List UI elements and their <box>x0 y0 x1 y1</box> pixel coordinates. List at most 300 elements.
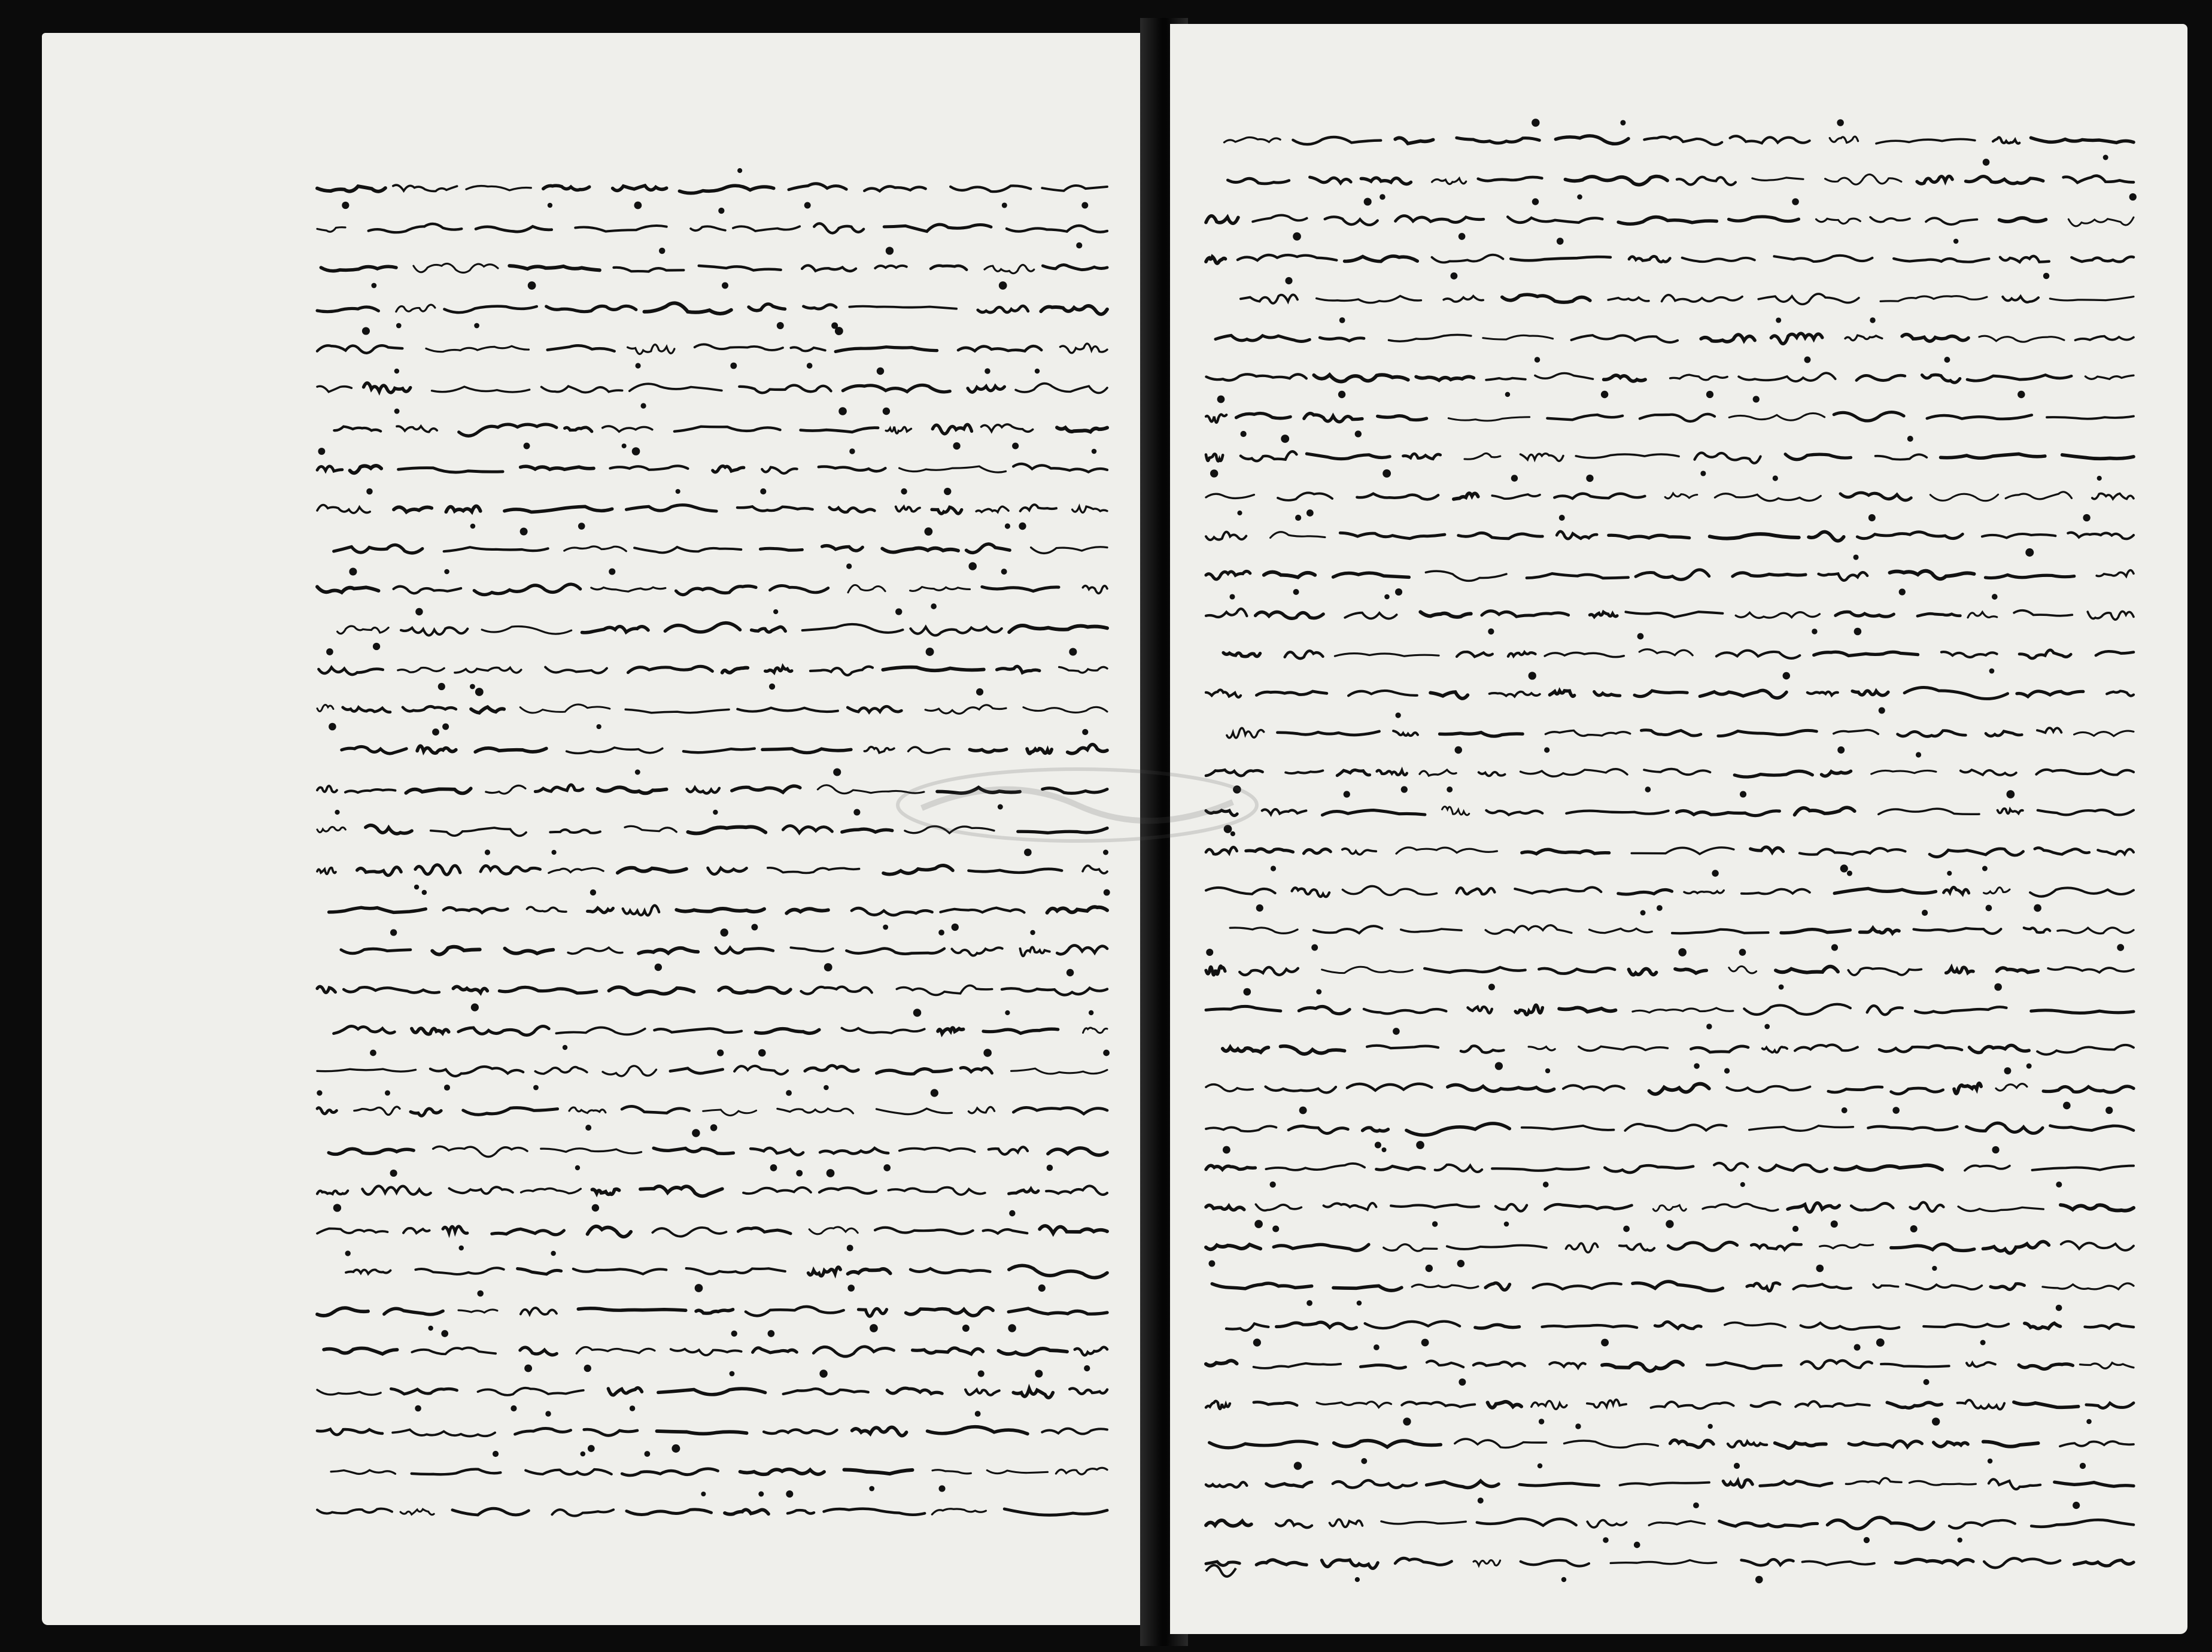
handwriting-word <box>809 1267 841 1276</box>
handwriting-word <box>1486 810 1542 815</box>
handwriting-word <box>770 585 828 592</box>
handwriting-word <box>1206 494 1254 498</box>
diacritic-dot <box>2056 1305 2062 1311</box>
diacritic-dot <box>1375 1141 1381 1148</box>
handwriting-word <box>1890 571 1974 579</box>
handwriting-word <box>575 226 666 232</box>
handwriting-word <box>1545 652 1624 657</box>
diacritic-dot <box>1103 849 1108 855</box>
handwriting-word <box>318 667 382 675</box>
right-page <box>1170 24 2187 1634</box>
handwriting-word <box>1894 259 1989 262</box>
diacritic-dot <box>1293 232 1301 241</box>
handwriting-word <box>1910 1202 1943 1211</box>
handwriting-word <box>1448 417 1529 421</box>
handwriting-word <box>876 1109 952 1114</box>
diacritic-dot <box>1529 672 1536 679</box>
diacritic-dot <box>768 1330 775 1337</box>
handwriting-word <box>670 1068 723 1073</box>
handwriting-word <box>734 1066 788 1074</box>
handwriting-word <box>820 1148 888 1153</box>
handwriting-word <box>1486 378 1526 380</box>
handwriting-word <box>737 506 813 511</box>
handwriting-word <box>841 1028 924 1032</box>
handwriting-word <box>970 749 1006 752</box>
diacritic-dot <box>777 322 784 329</box>
handwriting-word <box>573 1269 666 1274</box>
handwriting-word <box>2036 770 2134 775</box>
handwriting-word <box>2096 651 2134 655</box>
handwriting-word <box>334 427 381 432</box>
handwriting-word <box>1747 1283 1780 1291</box>
handwriting-word <box>1566 811 1668 814</box>
diacritic-dot <box>870 1324 878 1332</box>
handwriting-word <box>443 907 508 913</box>
handwriting-word <box>1868 1126 1957 1130</box>
diacritic-dot <box>924 527 932 536</box>
handwriting-word <box>2047 416 2134 418</box>
diacritic-dot <box>1306 1300 1312 1306</box>
handwriting-word <box>1457 138 1539 143</box>
handwriting-word <box>317 1429 382 1435</box>
handwriting-word <box>1206 1205 1244 1210</box>
handwriting-word <box>1206 690 1241 697</box>
diacritic-dot <box>838 407 847 415</box>
handwriting-word <box>762 749 851 753</box>
handwriting-word <box>1069 1388 1107 1393</box>
diacritic-dot <box>672 1444 680 1453</box>
handwriting-word <box>768 868 859 873</box>
diacritic-dot <box>796 1170 803 1177</box>
handwriting-word <box>471 707 504 713</box>
diacritic-dot <box>640 403 646 408</box>
diacritic-dot <box>1084 1365 1090 1371</box>
diacritic-dot <box>1339 317 1345 323</box>
diacritic-dot <box>333 1204 341 1211</box>
diacritic-dot <box>318 448 325 455</box>
handwriting-word <box>738 1228 791 1233</box>
handwriting-word <box>1734 771 1812 777</box>
handwriting-word <box>1009 625 1107 632</box>
handwriting-word <box>1871 770 1936 774</box>
diacritic-dot <box>1271 866 1276 871</box>
handwriting-word <box>814 223 864 233</box>
diacritic-dot <box>758 1492 764 1497</box>
diacritic-dot <box>590 889 596 895</box>
handwriting-word <box>1256 691 1326 696</box>
handwriting-word <box>1840 493 1911 500</box>
diacritic-dot <box>1994 983 2002 991</box>
handwriting-word <box>1881 1364 1949 1367</box>
diacritic-dot <box>1532 198 1539 205</box>
handwriting-word <box>1457 888 1495 894</box>
handwriting-word <box>2088 611 2134 620</box>
handwriting-word <box>1448 1085 1554 1091</box>
handwriting-word <box>849 306 956 309</box>
handwriting-word <box>750 1148 803 1155</box>
handwriting-word <box>1611 1560 1716 1564</box>
diacritic-dot <box>1393 1028 1400 1035</box>
handwriting-word <box>2060 1441 2134 1446</box>
handwriting-word <box>802 265 856 271</box>
handwriting-word <box>1337 770 1369 775</box>
handwriting-word <box>1684 891 1724 894</box>
handwriting-word <box>399 468 503 472</box>
handwriting-word <box>1479 772 1505 776</box>
handwriting-word <box>1867 1006 1903 1015</box>
diacritic-dot <box>1457 1260 1465 1268</box>
diacritic-dot <box>622 444 627 448</box>
diacritic-dot <box>835 327 843 335</box>
handwriting-word <box>317 345 402 353</box>
diacritic-dot <box>938 1485 945 1492</box>
handwriting-word <box>1856 375 1905 380</box>
handwriting-word <box>486 785 525 794</box>
handwriting-word <box>1004 1509 1107 1515</box>
handwriting-word <box>1836 612 1894 617</box>
diacritic-dot <box>1272 1225 1279 1232</box>
diacritic-dot <box>1538 1463 1542 1468</box>
diacritic-dot <box>1620 120 1625 125</box>
diacritic-dot <box>2097 476 2102 481</box>
handwriting-word <box>2037 1045 2134 1055</box>
handwriting-word <box>1348 691 1417 696</box>
handwriting-word <box>569 1107 606 1113</box>
handwriting-word <box>1256 612 1324 618</box>
handwriting-word <box>1760 1481 1832 1486</box>
handwriting-word <box>317 587 378 592</box>
diacritic-dot <box>1293 589 1299 595</box>
diacritic-dot <box>592 1204 599 1211</box>
handwriting-word <box>1676 810 1779 815</box>
handwriting-word <box>1834 730 1879 734</box>
handwriting-word <box>1277 731 1379 735</box>
diacritic-dot <box>493 1451 499 1457</box>
handwriting-word <box>466 186 531 190</box>
handwriting-word <box>1395 138 1433 144</box>
handwriting-word <box>1227 728 1264 738</box>
handwriting-word <box>1620 1244 1654 1250</box>
diacritic-dot <box>335 810 339 815</box>
handwriting-word <box>910 587 970 591</box>
diacritic-dot <box>1804 357 1811 363</box>
handwriting-word <box>588 908 613 913</box>
handwriting-word <box>1828 1087 1882 1092</box>
handwriting-word <box>1781 930 1851 933</box>
handwriting-word <box>584 1429 637 1435</box>
handwriting-word <box>1809 532 1844 541</box>
handwriting-word <box>1634 691 1687 697</box>
handwriting-word <box>1016 384 1107 393</box>
handwriting-word <box>791 948 832 951</box>
handwriting-word <box>1522 849 1609 854</box>
handwriting-word <box>317 1509 392 1514</box>
diacritic-dot <box>1035 1369 1043 1377</box>
handwriting-word <box>1946 967 1974 973</box>
handwriting-word <box>505 506 612 512</box>
handwriting-word <box>824 1509 925 1515</box>
diacritic-dot <box>847 1245 853 1252</box>
handwriting-word <box>1604 375 1645 381</box>
handwriting-word <box>384 1308 443 1314</box>
handwriting-word <box>2038 810 2134 815</box>
handwriting-word <box>1432 178 1466 184</box>
diacritic-dot <box>342 202 349 209</box>
handwriting-word <box>1965 177 2043 184</box>
handwriting-word <box>1714 1163 1748 1170</box>
diacritic-dot <box>1992 1146 1999 1153</box>
handwriting-word <box>864 186 925 191</box>
handwriting-word <box>1594 692 1620 696</box>
handwriting-word <box>1057 427 1107 432</box>
diacritic-dot <box>1840 864 1848 872</box>
handwriting-word <box>1412 1284 1478 1288</box>
handwriting-word <box>317 827 345 833</box>
handwriting-word <box>1206 571 1250 579</box>
handwriting-word <box>1321 1560 1378 1568</box>
handwriting-word <box>2064 176 2134 183</box>
diacritic-dot <box>1281 435 1289 443</box>
handwriting-word <box>1286 770 1323 773</box>
handwriting-word <box>1008 1308 1107 1314</box>
handwriting-word <box>719 987 791 993</box>
handwriting-word <box>317 466 342 471</box>
handwriting-word <box>1922 375 1959 382</box>
diacritic-dot <box>2043 273 2049 279</box>
handwriting-word <box>357 867 402 876</box>
handwriting-word <box>1310 177 1351 183</box>
handwriting-word <box>1206 966 1225 975</box>
diacritic-dot <box>1988 1459 1992 1463</box>
diacritic-dot <box>1739 949 1746 956</box>
diacritic-dot <box>1488 628 1494 634</box>
diacritic-dot <box>511 1405 516 1411</box>
diacritic-dot <box>1868 514 1876 521</box>
handwriting-word <box>613 268 683 272</box>
handwriting-word <box>1488 1402 1521 1408</box>
handwriting-word <box>1442 807 1469 815</box>
handwriting-word <box>1206 1401 1230 1409</box>
diacritic-dot <box>349 567 357 575</box>
handwriting-word <box>654 1148 733 1153</box>
diacritic-dot <box>1907 436 1913 442</box>
handwriting-word <box>1340 533 1445 538</box>
diacritic-dot <box>2025 548 2034 557</box>
handwriting-word <box>978 306 1028 312</box>
handwriting-word <box>1649 1521 1704 1525</box>
diacritic-dot <box>1206 949 1213 956</box>
diacritic-dot <box>371 283 376 289</box>
diacritic-dot <box>659 248 665 254</box>
handwriting-word <box>1381 1522 1466 1524</box>
handwriting-word <box>950 186 1031 192</box>
handwriting-word <box>521 1188 581 1193</box>
handwriting-word <box>542 386 622 392</box>
handwriting-word <box>1457 652 1493 657</box>
handwriting-word <box>1384 1244 1437 1251</box>
handwriting-word <box>1426 571 1506 581</box>
handwriting-word <box>1934 1442 1968 1447</box>
diacritic-dot <box>1001 569 1007 575</box>
diacritic-dot <box>1831 944 1838 950</box>
handwriting-word <box>1241 294 1298 303</box>
handwriting-word <box>1393 731 1418 736</box>
diacritic-dot <box>524 443 530 450</box>
handwriting-word <box>1083 866 1107 873</box>
handwriting-word <box>1620 1483 1709 1486</box>
handwriting-word <box>639 948 698 953</box>
handwriting-word <box>453 986 487 992</box>
diacritic-dot <box>1306 509 1314 517</box>
diacritic-dot <box>824 1085 829 1091</box>
diacritic-dot <box>1495 1062 1503 1070</box>
diacritic-dot <box>1511 475 1518 481</box>
diacritic-dot <box>1355 1577 1360 1582</box>
handwriting-word <box>1763 1047 1787 1052</box>
handwriting-word <box>591 587 666 591</box>
handwriting-word <box>415 1268 503 1274</box>
handwriting-word <box>1849 1441 1922 1447</box>
handwriting-word <box>1056 1468 1107 1474</box>
handwriting-word <box>2062 455 2134 458</box>
handwriting-word <box>452 1508 529 1515</box>
handwriting-word <box>545 667 607 673</box>
diacritic-dot <box>944 488 951 495</box>
handwriting-word <box>1879 1046 1962 1052</box>
diacritic-dot <box>824 963 832 971</box>
handwriting-word <box>1587 1520 1626 1528</box>
handwriting-word <box>576 1347 655 1354</box>
handwriting-word <box>505 949 553 953</box>
handwriting-word <box>1009 1265 1107 1277</box>
handwriting-word <box>1996 1084 2027 1091</box>
handwriting-word <box>1998 809 2023 813</box>
handwriting-word <box>1961 770 2016 775</box>
handwriting-word <box>813 1347 894 1356</box>
handwriting-word <box>1891 1088 1943 1094</box>
diacritic-dot <box>1382 469 1391 478</box>
diacritic-dot <box>983 1049 992 1057</box>
handwriting-word <box>1559 1007 1615 1012</box>
handwriting-word <box>552 1510 613 1516</box>
handwriting-word <box>722 668 748 673</box>
handwriting-word <box>2024 928 2050 933</box>
diacritic-dot <box>952 924 959 931</box>
handwriting-word <box>1602 1362 1683 1371</box>
handwriting-word <box>603 1066 656 1076</box>
handwriting-word <box>1554 494 1645 499</box>
handwriting-word <box>1641 730 1700 736</box>
handwriting-word <box>1564 1441 1658 1447</box>
handwriting-word <box>535 1067 587 1074</box>
handwriting-word <box>645 303 731 314</box>
diacritic-dot <box>773 609 778 614</box>
diacritic-dot <box>1792 198 1799 205</box>
diacritic-dot <box>1637 633 1644 640</box>
handwriting-word <box>1989 1479 2040 1489</box>
diacritic-dot <box>1847 870 1852 876</box>
diacritic-dot <box>807 363 813 369</box>
handwriting-word <box>1545 1204 1632 1209</box>
handwriting-word <box>1206 257 1225 263</box>
handwriting-word <box>671 1349 742 1355</box>
diacritic-dot <box>1299 1107 1307 1115</box>
handwriting-word <box>906 1308 993 1316</box>
diacritic-dot <box>2056 1182 2062 1188</box>
diacritic-dot <box>1229 594 1235 599</box>
handwriting-word <box>565 427 592 432</box>
handwriting-word <box>1402 1402 1475 1407</box>
handwriting-word <box>2032 1166 2134 1170</box>
handwriting-word <box>1749 1126 1854 1131</box>
handwriting-word <box>2085 1324 2134 1328</box>
diacritic-dot <box>317 1090 322 1095</box>
handwriting-word <box>1609 535 1690 538</box>
handwriting-word <box>317 505 370 514</box>
handwriting-word <box>1059 667 1107 673</box>
handwriting-word <box>1545 730 1630 736</box>
handwriting-word <box>1363 1128 1388 1131</box>
handwriting-word <box>1944 887 1969 894</box>
diacritic-dot <box>1344 791 1350 797</box>
diacritic-dot <box>1256 904 1263 912</box>
handwriting-word <box>985 265 1034 274</box>
handwriting-word <box>2031 138 2134 142</box>
handwriting-word <box>1075 1347 1107 1356</box>
diacritic-dot <box>1577 195 1582 200</box>
handwriting-word <box>1633 1281 1723 1291</box>
handwriting-word <box>783 826 832 833</box>
handwriting-word <box>1655 1322 1701 1328</box>
handwriting-word <box>1031 547 1107 554</box>
handwriting-word <box>1304 849 1330 853</box>
handwriting-word <box>1325 217 1378 225</box>
diacritic-dot <box>533 1085 539 1091</box>
diacritic-dot <box>432 728 439 736</box>
handwriting-word <box>317 1308 368 1316</box>
diacritic-dot <box>578 523 585 530</box>
handwriting-word <box>1640 414 1715 421</box>
handwriting-word <box>459 424 557 436</box>
diacritic-dot <box>520 528 528 536</box>
diacritic-dot <box>1504 1222 1509 1227</box>
handwriting-word <box>1758 294 1859 304</box>
handwriting-word <box>1482 611 1569 617</box>
handwriting-word <box>1736 612 1819 618</box>
handwriting-word <box>961 1068 992 1073</box>
handwriting-word <box>1002 988 1107 995</box>
handwriting-word <box>932 424 971 434</box>
handwriting-word <box>628 345 674 354</box>
handwriting-word <box>1918 614 1960 616</box>
diacritic-dot <box>609 568 615 575</box>
handwriting-word <box>968 869 1062 873</box>
diacritic-dot <box>1712 870 1718 876</box>
handwriting-word <box>989 1147 1028 1154</box>
handwriting-word <box>1983 1442 2038 1447</box>
handwriting-word <box>1984 888 2010 894</box>
handwriting-word <box>1324 1203 1377 1210</box>
handwriting-word <box>1835 1165 1942 1170</box>
handwriting-word <box>983 1229 1028 1234</box>
handwriting-word <box>567 748 663 754</box>
handwriting-word <box>1206 1165 1255 1170</box>
handwriting-word <box>345 789 395 792</box>
handwriting-word <box>1060 344 1107 353</box>
diacritic-dot <box>1700 470 1706 476</box>
handwriting-word <box>2048 967 2134 973</box>
handwriting-word <box>1068 745 1107 754</box>
